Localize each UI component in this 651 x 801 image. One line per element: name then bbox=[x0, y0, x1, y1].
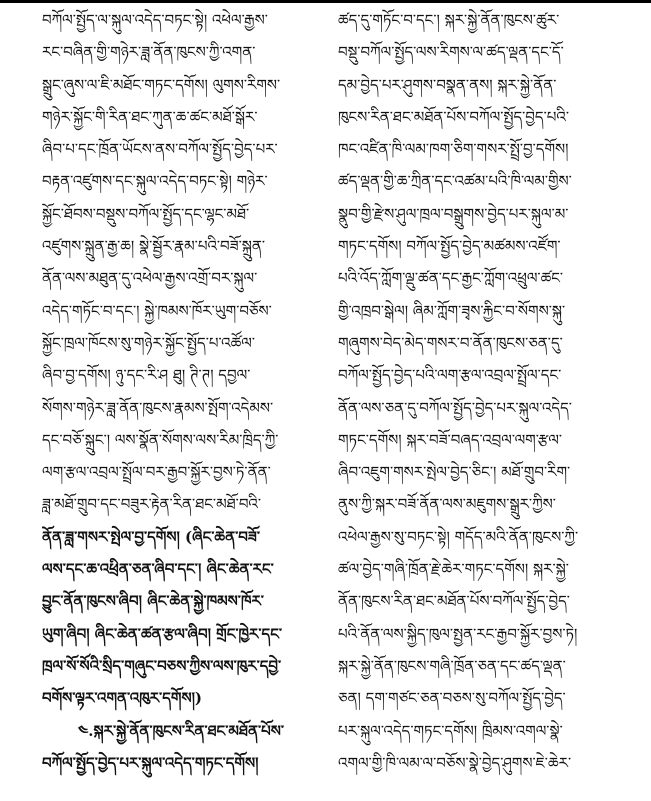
text-line: ཁང་འཛིན་ཁི་ལམ་ཁག་ཅིག་གསར་སྤྲོ་བྱ་དགོས། bbox=[338, 140, 569, 159]
text-line: གཞུགས་བེད་མེད་གསར་བ་ནོན་ཁུངས་ཅན་དུ་ bbox=[338, 333, 563, 352]
text-line: བསྡུ་བཀོལ་སྤྱོད་ལས་རིགས་ལ་ཚད་ལྡན་དང་དོ་ bbox=[338, 43, 564, 62]
top-rule bbox=[0, 0, 651, 3]
text-line: སོགས་གཉེར་ཟླ་ནོན་ཁུངས་རྣམས་སྤོག་འདེམས་ bbox=[42, 398, 274, 417]
text-line: འཕེལ་རྒྱས་སུ་བཏང་སྟེ། གདོད་མའི་ནོན་ཁུངས་ཀྱི་ bbox=[338, 527, 579, 546]
text-line: ༤.སྐར་སྐྱེ་ནོན་ཁུངས་རིན་ཐང་མཐོན་པོས་ bbox=[78, 721, 284, 740]
right-column bbox=[338, 4, 634, 779]
text-line: ཡུག་ཞིབ། ཞིང་ཆེན་ཚན་རྩལ་ཞིབ། གྲོང་ཁྱེར་དང་ bbox=[42, 624, 283, 643]
text-line: གྱི་འཁྲབ་སྒེལ། ཞིམ་ཀློག་ཟྭས་རྐྱིང་བ་སོགས་སྐུ་ bbox=[338, 301, 566, 320]
text-line: བཀོལ་སྤྱོད་བྱེད་པར་སྐུལ་འདེད་གཏང་དགོས། bbox=[42, 753, 259, 772]
text-line: ནོན་ལས་ཅན་དུ་བཀོལ་སྤྱོད་བྱེད་པར་སྐུལ་འདེད་ bbox=[338, 398, 572, 417]
text-line: སྐར་སྐྱེ་ནོན་ཁུངས་གཞི་ཁྲོན་ཅན་དང་ཚད་ལྡན་ bbox=[338, 656, 566, 675]
text-line: པའི་འོད་ཀློག་ལྡུ་ཚན་དང་རྒྱང་ཀློག་འཕྲུལ་ཚང་ bbox=[338, 269, 564, 288]
text-line: ཚལ་བྱེད་གཞི་ཁྲོན་རྗེ་ཆེར་གཏང་དགོས། སྐར་སྐྱེ་ bbox=[338, 560, 569, 579]
text-line: དང་བཅོ་སྐྲུང་། ལས་སྣོན་སོགས་ལས་རིམ་ཁྲིད་ཀྱི་ bbox=[42, 430, 279, 449]
text-line: ཁྲལ་སོ་སོའི་སྲིད་གཞུང་བཅས་ཀྱིས་ལས་ཁུར་དབྱེ་ bbox=[42, 656, 282, 675]
text-line: ཞིབ་པ་དང་ཁྲོན་ཡོངས་ནས་བཀོལ་སྤྱོད་བྱེད་པར་ bbox=[42, 140, 278, 159]
text-line: གཏང་དགོས། སྐར་བཟོ་བཞད་འབྲལ་ལག་རྩལ་ bbox=[338, 430, 563, 449]
text-line: བགོས་ལྟར་འགན་འཁུར་དགོས།) bbox=[42, 689, 202, 708]
text-line: བྱུང་ནོན་ཁུངས་ཞིབ། ཞིང་ཆེན་སྐྱེ་ཁམས་ཁོར་ bbox=[42, 592, 264, 611]
text-line: ཁུངས་རིན་ཐང་མཐོན་པོས་བཀོལ་སྤྱོད་བྱེད་པའི་ bbox=[338, 107, 569, 126]
text-line: ལས་དང་ཆ་འཕྲིན་ཅན་ཞིབ་དང་། ཞིང་ཆེན་རང་ bbox=[42, 560, 274, 579]
text-line: བརྟན་འཛུགས་དང་སྐུལ་འདེད་བཏང་སྟེ། གཉེར་ bbox=[42, 172, 268, 191]
text-line: ཞིབ་འཇུག་གསར་སྤེལ་བྱེད་ཅིང་། མཐོ་གྲུབ་རིག་ bbox=[338, 463, 571, 482]
text-line: སྣུབ་གྱི་རྫེས་ཤུལ་ཁྲལ་བསྒྲུགས་བྱེད་པར་སྐུལ་མ་ bbox=[338, 204, 569, 223]
text-line: སྐྱོང་ཁྲལ་ཁོངས་སུ་གཉེར་སྐྱོང་སྤྱོད་པ་འཚོལ་ bbox=[42, 333, 256, 352]
text-line: ལག་རྩལ་འབྲལ་སྤྲོལ་བར་རྒྱབ་སྐྱོར་བྱས་ཏེ་ནོན་ bbox=[42, 463, 271, 482]
text-line: ཚད་དུ་གཏོང་བ་དང་། སྐར་སྐྱེ་ནོན་ཁུངས་ཚུར་ bbox=[338, 11, 560, 29]
text-line: ནོན་ཟླ་གསར་སྤེལ་བྱ་དགོས། (ཞིང་ཆེན་བཟོ་ bbox=[42, 527, 261, 546]
text-line: ནོན་ཁུངས་རིན་ཐང་མཐོན་པོས་བཀོལ་སྤྱོད་བྱེད་ bbox=[338, 592, 570, 611]
text-line: པར་སྐུལ་འདེད་གཏང་དགོས། ཁྲིམས་འགལ་སྣེ་ bbox=[338, 721, 563, 740]
text-line: ཞིབ་བྱ་དགོས། ཉུ་དང་རི་ཤ ཐུ། ཊི་ཊ། དབྱལ་ bbox=[42, 366, 251, 385]
text-line: འདེད་གཏོང་བ་དང་། སྐྱེ་ཁམས་ཁོར་ཡུག་བཅོས་ bbox=[42, 301, 272, 320]
text-line: འཛུགས་སྐྲུན་རྒྱ་ཆ། སྣེ་སྦྱོར་རྣམ་པའི་བཟོ་སྐྲུན་ bbox=[42, 237, 266, 256]
text-line: ཚད་ལྡན་གྱི་ཆ་ཀྲིན་དང་འཚམ་པའི་ཁི་ལམ་གྱིས་ bbox=[338, 172, 572, 191]
text-line: གཉེར་སྐྱོང་གི་རིན་ཐང་ཀུན་ཆ་ཚང་མཐོ་སྒོར་ bbox=[42, 107, 258, 126]
text-line: རང་བཞིན་གྱི་གཉེར་ཟླ་ནོན་ཁུངས་ཀྱི་འགན་ bbox=[42, 43, 256, 62]
left-column bbox=[42, 4, 342, 779]
text-line: སྐྱོང་ཐོབས་བསྡུས་བཀོལ་སྤྱོད་དང་ལྷང་མཐོ་ bbox=[42, 204, 250, 223]
text-line: གཏང་དགོས། བཀོལ་སྤྱོད་བྱེད་མཚམས་འཛོག་ bbox=[338, 237, 561, 256]
text-line: ཟླ་མཐོ་གྲུབ་དང་བཟུར་རྟེན་རིན་ཐང་མཐོ་བའི་ bbox=[42, 495, 262, 514]
text-line: པའི་ནོན་ལས་སྐྱིད་ཁུལ་སྤྱན་རང་རྒྱབ་སྐྱོར་བྱས་ཏེ། bbox=[338, 624, 578, 643]
text-line: བཀོལ་སྤྱོད་བྱེད་པའི་ལག་རྩལ་འབྲལ་སྤྲོལ་དང་ bbox=[338, 366, 562, 385]
text-line: དམ་བྱེད་པར་ཤུགས་བསྣན་ནས། སྐར་སྐྱེ་ནོན་ bbox=[338, 75, 557, 94]
text-line: ནོན་ལས་མཐུན་དུ་འཕེལ་རྒྱས་འགྲོ་བར་སྐུལ་ bbox=[42, 269, 258, 288]
text-line: ནུས་ཀྱི་སྐར་བཟོ་ནོན་ལས་མཇུགས་སྒྲུར་ཀྱིས་ bbox=[338, 495, 556, 514]
text-line: སྒྲུང་ཞུས་ལ་ཇི་མཐོང་གཏང་དགོས། ལུགས་རིགས་ bbox=[42, 75, 281, 94]
text-line: བཀོལ་སྤྱོད་ལ་སྐུལ་འདེད་བཏང་སྟེ། འཕེལ་རྒྱས་ bbox=[42, 11, 268, 29]
text-line: ཅན། དག་གཙང་ཅན་བཅས་སུ་བཀོལ་སྤྱོད་བྱེད་ bbox=[338, 689, 566, 708]
text-line: འགལ་གྱི་ཁི་ལམ་ལ་བཅོས་སྣེ་བྱེད་ཤུགས་ཇེ་ཆེར་ bbox=[338, 753, 572, 772]
